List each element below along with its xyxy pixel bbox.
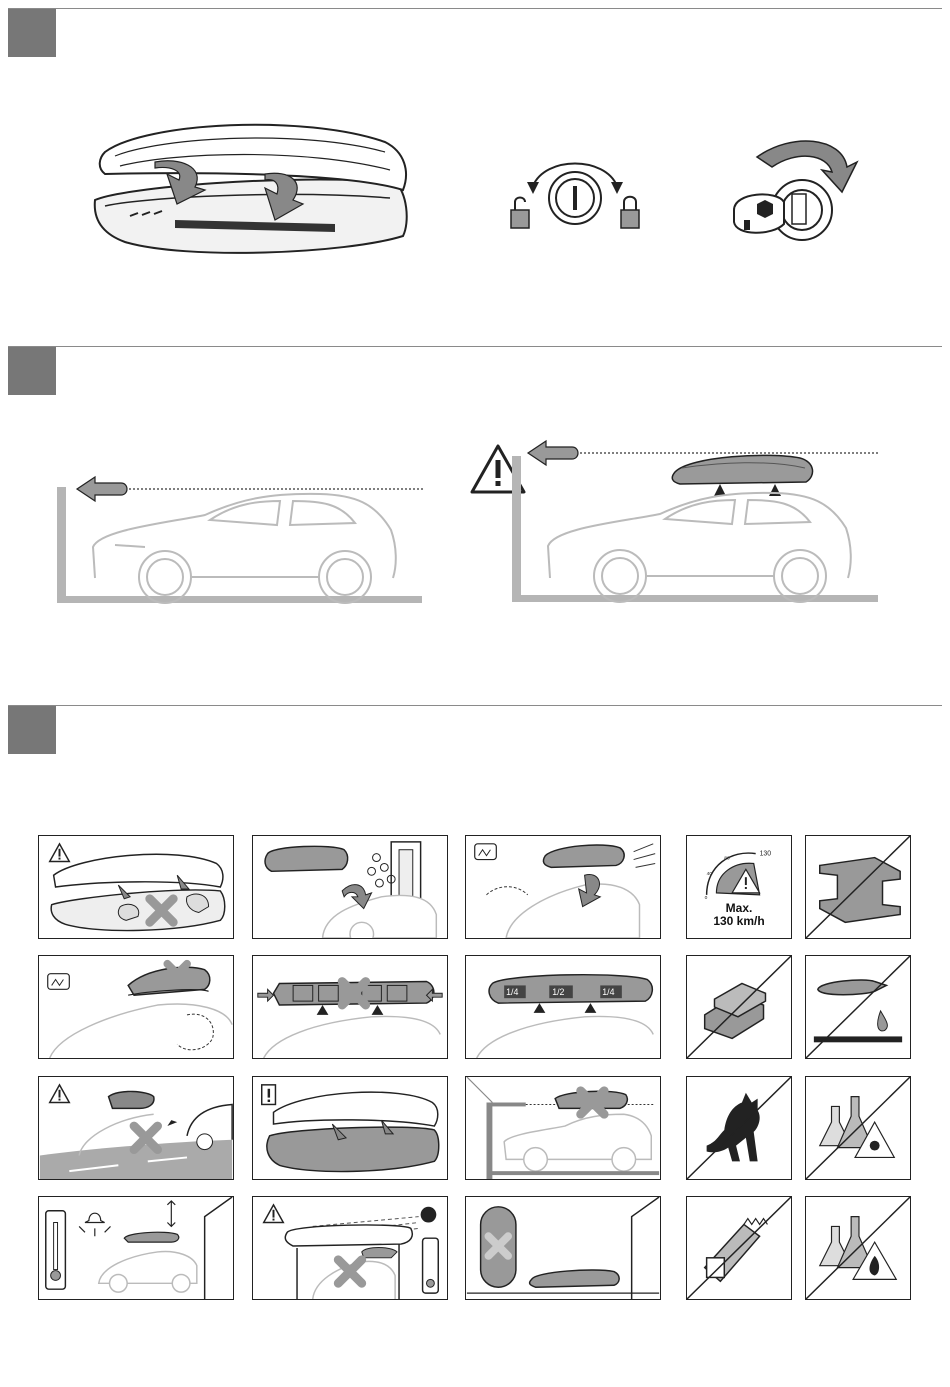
- rule-panel-no-leaking-cargo: [805, 955, 911, 1059]
- rule-panel-no-sharp-tools: [686, 1196, 792, 1300]
- rule-panel-garage-clearance: [465, 1076, 661, 1180]
- cross-icon: [338, 1260, 362, 1284]
- svg-text:0: 0: [704, 895, 708, 901]
- warning-triangle-icon: [50, 844, 70, 862]
- rule-panel-no-flammables: [805, 1196, 911, 1300]
- svg-text:40: 40: [706, 872, 713, 878]
- section-1-rule: [8, 8, 942, 9]
- rule-panel-no-animals: [686, 1076, 792, 1180]
- key-turn-illustration: [722, 132, 867, 252]
- rule-panel-no-hands-in-lid: [38, 835, 234, 939]
- warning-triangle-icon: [50, 1085, 70, 1103]
- car-height-with-box: [470, 438, 880, 605]
- rule-panel-secure-contents: [252, 1076, 448, 1180]
- section-2-marker: [8, 347, 56, 395]
- rule-panel-no-steel-beams: [805, 835, 911, 939]
- open-padlock-icon: [511, 198, 529, 229]
- svg-text:80: 80: [724, 856, 730, 862]
- section-1-marker: [8, 9, 56, 57]
- svg-text:1/4: 1/4: [602, 987, 615, 998]
- exclamation-box-icon: [262, 1085, 276, 1105]
- rule-panel-no-heat-exposure: [252, 1196, 448, 1300]
- speed-limit-label: 130 km/h: [713, 914, 765, 928]
- section-3-marker: [8, 706, 56, 754]
- rule-panel-check-lid-closed: [465, 835, 661, 939]
- speed-max-label: Max.: [725, 901, 753, 915]
- car-height-without-box: [55, 475, 430, 605]
- roof-box-closing-illustration: [85, 112, 415, 272]
- rule-panel-no-side-pressure: [252, 955, 448, 1059]
- svg-text:1/2: 1/2: [552, 987, 565, 998]
- section-3-rule: [8, 705, 942, 706]
- rule-panel-no-car-wash: [252, 835, 448, 939]
- warning-triangle-icon: [264, 1205, 284, 1223]
- rule-panel-max-speed: [686, 835, 792, 939]
- rule-panel-no-heavy-load: [686, 955, 792, 1059]
- rule-panel-load-distribution: [465, 955, 661, 1059]
- rule-panel-store-cool-indoors: [38, 1196, 234, 1300]
- svg-text:130: 130: [759, 850, 772, 858]
- padlock-icon: [621, 197, 639, 228]
- rule-panel-no-open-lid-driving: [38, 955, 234, 1059]
- rule-panel-no-loading-traffic-side: [38, 1076, 234, 1180]
- lock-dial-illustration: [505, 148, 645, 238]
- section-2-rule: [8, 346, 942, 347]
- svg-text:1/4: 1/4: [506, 987, 519, 998]
- rule-panel-no-chemicals: [805, 1076, 911, 1180]
- rule-panel-store-flat: [465, 1196, 661, 1300]
